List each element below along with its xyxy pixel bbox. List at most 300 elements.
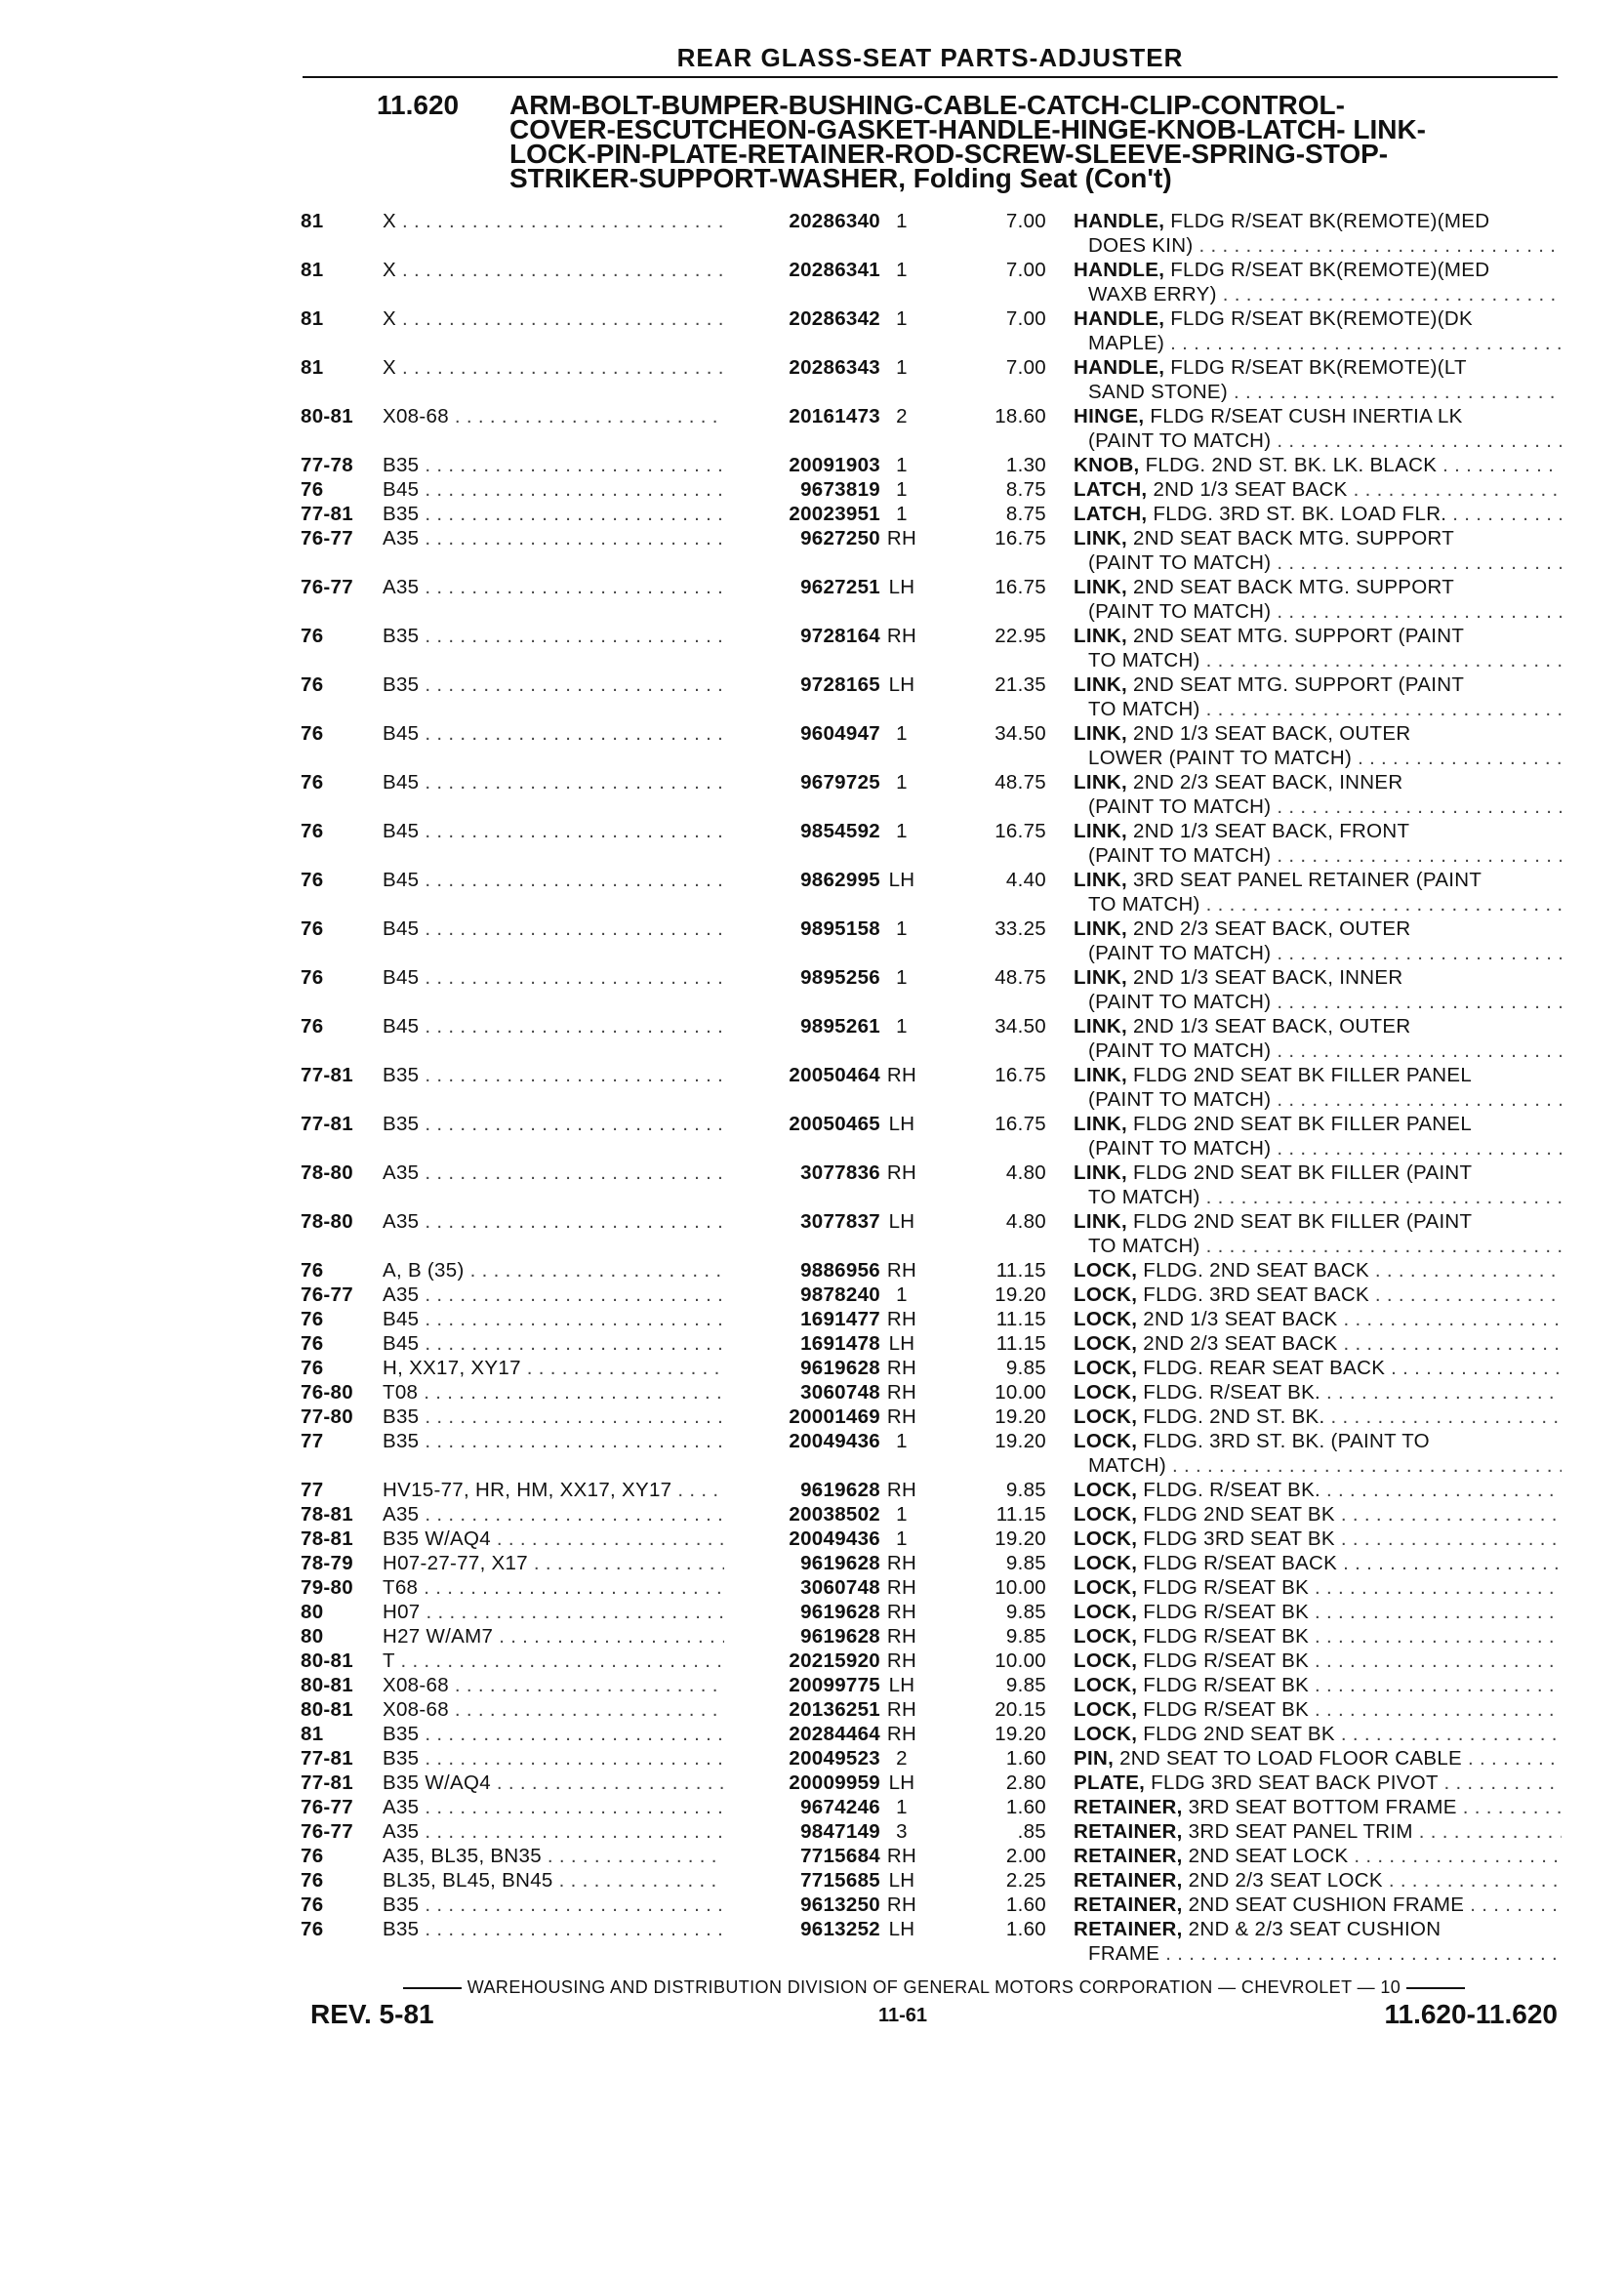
price: 9.85 <box>1005 1625 1046 1648</box>
price: 8.75 <box>1005 478 1046 501</box>
part-description <box>1074 1478 1562 1502</box>
year-range: 76 <box>301 966 324 989</box>
part-row <box>301 1551 1562 1575</box>
price: 21.35 <box>995 673 1046 696</box>
description-line <box>1074 1063 1562 1087</box>
part-row <box>301 1380 1562 1405</box>
model-code: T68 . . . <box>383 1575 724 1600</box>
quantity: RH <box>886 1308 917 1330</box>
part-keyword: LOCK, <box>1074 1381 1138 1404</box>
revision-label: REV. 5-81 <box>310 1999 434 2029</box>
quantity: RH <box>886 625 917 647</box>
year-range: 76 <box>301 1357 324 1379</box>
part-row <box>301 453 1562 477</box>
price: 11.15 <box>995 1259 1046 1282</box>
part-number: 20009959 <box>789 1771 880 1794</box>
description-line <box>1074 1746 1562 1771</box>
description-text: FLDG. R/SEAT BK. <box>1143 1479 1321 1501</box>
part-number: 20161473 <box>789 405 880 428</box>
description-line <box>1074 1575 1562 1600</box>
price: 9.85 <box>1005 1674 1046 1696</box>
description-line <box>1074 502 1562 526</box>
year-range: 76 <box>301 869 324 891</box>
description-text: FLDG 2ND SEAT BK <box>1143 1503 1335 1526</box>
part-row <box>301 1649 1562 1673</box>
part-keyword: LINK, <box>1074 820 1128 842</box>
quantity: 3 <box>896 1820 908 1843</box>
part-description <box>1074 1673 1562 1697</box>
part-keyword: LOCK, <box>1074 1576 1138 1599</box>
description-text: 2ND SEAT BACK MTG. SUPPORT <box>1133 527 1455 550</box>
parts-list <box>301 209 1562 1966</box>
year-range: 76 <box>301 1332 324 1355</box>
price: 2.00 <box>1005 1845 1046 1867</box>
part-keyword: LOCK, <box>1074 1332 1138 1355</box>
part-keyword: LINK, <box>1074 625 1128 647</box>
description-text: FLDG. 2ND ST. BK. LK. BLACK <box>1145 454 1438 476</box>
price: 1.60 <box>1005 1747 1046 1770</box>
part-number: 9674246 <box>800 1796 880 1818</box>
description-text: FLDG 2ND SEAT BK FILLER (PAINT <box>1133 1161 1473 1184</box>
part-description <box>1074 1527 1562 1551</box>
year-range: 81 <box>301 259 324 281</box>
description-text: FLDG 2ND SEAT BK <box>1143 1723 1335 1745</box>
price: 1.60 <box>1005 1796 1046 1818</box>
part-description <box>1074 1258 1562 1282</box>
part-description <box>1074 209 1562 258</box>
description-text: 3RD SEAT PANEL TRIM <box>1188 1820 1413 1843</box>
part-keyword: LOCK, <box>1074 1552 1138 1574</box>
part-description <box>1074 1795 1562 1819</box>
part-description <box>1074 1649 1562 1673</box>
quantity: LH <box>888 1918 915 1940</box>
model-code: B45 . . . <box>383 1014 724 1038</box>
part-row <box>301 1356 1562 1380</box>
description-text: FLDG 2ND SEAT BK FILLER PANEL <box>1133 1064 1473 1086</box>
description-text: 2ND 1/3 SEAT BACK <box>1143 1308 1338 1330</box>
quantity: RH <box>886 1161 917 1184</box>
year-range: 77-81 <box>301 1113 353 1135</box>
part-number: 9613252 <box>800 1918 880 1940</box>
description-text: 2ND SEAT MTG. SUPPORT (PAINT <box>1133 673 1465 696</box>
model-code: X08-68 . . . <box>383 404 724 428</box>
description-text: 2ND 1/3 SEAT BACK, OUTER <box>1133 1015 1411 1038</box>
year-range: 76-77 <box>301 1820 353 1843</box>
model-code: B35 . . . <box>383 453 724 477</box>
year-range: 79-80 <box>301 1576 353 1599</box>
footer-division-text: WAREHOUSING AND DISTRIBUTION DIVISION OF GENERAL MOTORS CORPORATION — CHEVROLET — 10 <box>467 1977 1401 1997</box>
year-range: 76-80 <box>301 1381 353 1404</box>
part-description <box>1074 1844 1562 1868</box>
model-code: A35 . . . <box>383 1795 724 1819</box>
price: 10.00 <box>995 1576 1046 1599</box>
part-row <box>301 1429 1562 1478</box>
model-code: A35 . . . <box>383 575 724 599</box>
footer-rule-left <box>403 1987 462 1989</box>
description-text: 2ND 1/3 SEAT BACK, INNER <box>1133 966 1403 989</box>
part-row <box>301 1307 1562 1331</box>
description-line <box>1074 1014 1562 1038</box>
part-number: 9886956 <box>800 1259 880 1282</box>
quantity: 1 <box>896 210 908 232</box>
part-row <box>301 1893 1562 1917</box>
part-row <box>301 965 1562 1014</box>
part-description <box>1074 1917 1562 1966</box>
price: 10.00 <box>995 1649 1046 1672</box>
description-line <box>1074 355 1562 380</box>
year-range: 81 <box>301 307 324 330</box>
part-description <box>1074 1502 1562 1527</box>
description-line <box>1074 453 1562 477</box>
price: .85 <box>1017 1820 1046 1843</box>
price: 33.25 <box>995 917 1046 940</box>
model-code: B45 . . . <box>383 819 724 843</box>
quantity: RH <box>886 1601 917 1623</box>
part-number: 20050464 <box>789 1064 880 1086</box>
part-keyword: RETAINER, <box>1074 1796 1183 1818</box>
quantity: RH <box>886 1649 917 1672</box>
part-number: 20050465 <box>789 1113 880 1135</box>
quantity: 1 <box>896 307 908 330</box>
price: 11.15 <box>995 1308 1046 1330</box>
price: 8.75 <box>1005 503 1046 525</box>
model-code: T . . . <box>383 1649 724 1673</box>
part-number: 20049523 <box>789 1747 880 1770</box>
price: 16.75 <box>995 576 1046 598</box>
description-continuation: (PAINT TO MATCH) . . . <box>1074 1136 1562 1160</box>
part-keyword: LINK, <box>1074 1161 1128 1184</box>
part-description <box>1074 1551 1562 1575</box>
page-header: REAR GLASS-SEAT PARTS-ADJUSTER <box>676 43 1184 72</box>
quantity: 1 <box>896 1796 908 1818</box>
part-number: 1691478 <box>800 1332 880 1355</box>
part-description <box>1074 1405 1562 1429</box>
part-row <box>301 1844 1562 1868</box>
description-line <box>1074 868 1562 892</box>
part-keyword: LINK, <box>1074 1113 1128 1135</box>
model-code: B45 . . . <box>383 868 724 892</box>
year-range: 76-77 <box>301 1796 353 1818</box>
part-description <box>1074 1868 1562 1893</box>
year-range: 76 <box>301 722 324 745</box>
year-range: 77 <box>301 1479 324 1501</box>
part-number: 9619628 <box>800 1479 880 1501</box>
model-code: B45 . . . <box>383 916 724 941</box>
part-description <box>1074 575 1562 624</box>
part-description <box>1074 1307 1562 1331</box>
year-range: 76 <box>301 673 324 696</box>
model-code: X08-68 . . . <box>383 1697 724 1722</box>
part-row <box>301 1722 1562 1746</box>
price: 7.00 <box>1005 259 1046 281</box>
part-row <box>301 1209 1562 1258</box>
quantity: 1 <box>896 1015 908 1038</box>
part-keyword: LOCK, <box>1074 1649 1138 1672</box>
model-code: B35 . . . <box>383 1917 724 1941</box>
part-number: 9854592 <box>800 820 880 842</box>
part-row <box>301 1331 1562 1356</box>
description-continuation: (PAINT TO MATCH) . . . <box>1074 428 1562 453</box>
quantity: LH <box>888 673 915 696</box>
part-row <box>301 721 1562 770</box>
part-row <box>301 306 1562 355</box>
description-line <box>1074 1697 1562 1722</box>
model-code: A35 . . . <box>383 1282 724 1307</box>
description-text: FLDG 2ND SEAT BK FILLER PANEL <box>1133 1113 1473 1135</box>
part-row <box>301 404 1562 453</box>
year-range: 77-78 <box>301 454 353 476</box>
description-text: 2ND SEAT MTG. SUPPORT (PAINT <box>1133 625 1465 647</box>
description-continuation: DOES KIN) . . . <box>1074 233 1562 258</box>
year-range: 77 <box>301 1430 324 1452</box>
model-code: X . . . <box>383 209 724 233</box>
part-keyword: LINK, <box>1074 966 1128 989</box>
quantity: 1 <box>896 1283 908 1306</box>
description-line <box>1074 1771 1562 1795</box>
year-range: 80-81 <box>301 405 353 428</box>
part-keyword: LINK, <box>1074 771 1128 794</box>
quantity: 1 <box>896 820 908 842</box>
part-number: 20049436 <box>789 1527 880 1550</box>
part-number: 9619628 <box>800 1601 880 1623</box>
model-code: B35 . . . <box>383 1722 724 1746</box>
price: 34.50 <box>995 722 1046 745</box>
description-continuation: (PAINT TO MATCH) . . . <box>1074 1038 1562 1063</box>
description-text: FLDG R/SEAT CUSH INERTIA LK <box>1150 405 1463 428</box>
part-number: 9604947 <box>800 722 880 745</box>
description-line <box>1074 1380 1562 1405</box>
price: 16.75 <box>995 527 1046 550</box>
description-line <box>1074 819 1562 843</box>
part-keyword: LOCK, <box>1074 1674 1138 1696</box>
part-keyword: HANDLE, <box>1074 356 1165 379</box>
quantity: LH <box>888 576 915 598</box>
part-number: 20215920 <box>789 1649 880 1672</box>
description-text: FLDG 3RD SEAT BACK PIVOT <box>1151 1771 1439 1794</box>
quantity: RH <box>886 1357 917 1379</box>
part-number: 9627251 <box>800 576 880 598</box>
description-continuation: TO MATCH) . . . <box>1074 648 1562 672</box>
price: 11.15 <box>995 1332 1046 1355</box>
model-code: B45 . . . <box>383 721 724 746</box>
model-code: B45 . . . <box>383 1331 724 1356</box>
description-line <box>1074 1209 1562 1234</box>
part-description <box>1074 624 1562 672</box>
quantity: RH <box>886 1698 917 1721</box>
quantity: RH <box>886 1723 917 1745</box>
part-description <box>1074 1209 1562 1258</box>
part-number: 20286341 <box>789 259 880 281</box>
part-description <box>1074 965 1562 1014</box>
description-text: FLDG R/SEAT BK <box>1143 1698 1310 1721</box>
year-range: 77-81 <box>301 503 353 525</box>
part-description <box>1074 916 1562 965</box>
description-continuation: WAXB ERRY) . . . <box>1074 282 1562 306</box>
part-description <box>1074 868 1562 916</box>
description-line <box>1074 1624 1562 1649</box>
year-range: 80-81 <box>301 1698 353 1721</box>
description-text: 2ND SEAT TO LOAD FLOOR CABLE <box>1119 1747 1463 1770</box>
description-line <box>1074 575 1562 599</box>
description-line <box>1074 1795 1562 1819</box>
part-number: 3060748 <box>800 1381 880 1404</box>
part-keyword: RETAINER, <box>1074 1820 1183 1843</box>
part-number: 9847149 <box>800 1820 880 1843</box>
quantity: LH <box>888 1210 915 1233</box>
model-code: B35 . . . <box>383 502 724 526</box>
part-number: 9895158 <box>800 917 880 940</box>
description-text: 3RD SEAT BOTTOM FRAME <box>1188 1796 1457 1818</box>
part-row <box>301 1063 1562 1112</box>
description-line <box>1074 1917 1562 1941</box>
description-text: 2ND 2/3 SEAT BACK <box>1143 1332 1338 1355</box>
year-range: 76 <box>301 1259 324 1282</box>
part-description <box>1074 306 1562 355</box>
part-keyword: LOCK, <box>1074 1405 1138 1428</box>
model-code: A35, BL35, BN35 . . . <box>383 1844 724 1868</box>
model-code: B35 W/AQ4 . . . <box>383 1771 724 1795</box>
quantity: RH <box>886 1845 917 1867</box>
part-keyword: LOCK, <box>1074 1625 1138 1648</box>
description-text: FLDG. 3RD ST. BK. (PAINT TO <box>1143 1430 1430 1452</box>
part-row <box>301 1014 1562 1063</box>
part-description <box>1074 1746 1562 1771</box>
description-text: FLDG 3RD SEAT BK <box>1143 1527 1335 1550</box>
model-code: B35 . . . <box>383 672 724 697</box>
part-keyword: LOCK, <box>1074 1527 1138 1550</box>
quantity: LH <box>888 1869 915 1892</box>
year-range: 76 <box>301 478 324 501</box>
quantity: RH <box>886 1479 917 1501</box>
part-keyword: HANDLE, <box>1074 259 1165 281</box>
price: 10.00 <box>995 1381 1046 1404</box>
part-keyword: LOCK, <box>1074 1259 1138 1282</box>
part-number: 9728165 <box>800 673 880 696</box>
description-continuation: (PAINT TO MATCH) . . . <box>1074 599 1562 624</box>
year-range: 80 <box>301 1601 324 1623</box>
part-keyword: RETAINER, <box>1074 1869 1183 1892</box>
model-code: X08-68 . . . <box>383 1673 724 1697</box>
part-description <box>1074 1429 1562 1478</box>
part-row <box>301 1258 1562 1282</box>
model-code: B35 . . . <box>383 1063 724 1087</box>
description-line <box>1074 1551 1562 1575</box>
part-keyword: LATCH, <box>1074 503 1148 525</box>
year-range: 78-79 <box>301 1552 353 1574</box>
section-number: 11.620 <box>377 90 460 120</box>
part-description <box>1074 502 1562 526</box>
year-range: 76 <box>301 1308 324 1330</box>
part-keyword: LOCK, <box>1074 1601 1138 1623</box>
part-number: 7715685 <box>800 1869 880 1892</box>
description-line <box>1074 1893 1562 1917</box>
description-text: FLDG. 2ND ST. BK. <box>1143 1405 1325 1428</box>
description-continuation: TO MATCH) . . . <box>1074 697 1562 721</box>
year-range: 78-81 <box>301 1527 353 1550</box>
model-code: B45 . . . <box>383 477 724 502</box>
price: 1.60 <box>1005 1918 1046 1940</box>
year-range: 78-80 <box>301 1210 353 1233</box>
description-continuation: MATCH) . . . <box>1074 1453 1562 1478</box>
part-keyword: LINK, <box>1074 1015 1128 1038</box>
price: 18.60 <box>995 405 1046 428</box>
part-keyword: LINK, <box>1074 869 1128 891</box>
part-row <box>301 1282 1562 1307</box>
part-row <box>301 258 1562 306</box>
description-text: 2ND 1/3 SEAT BACK, OUTER <box>1133 722 1411 745</box>
price: 48.75 <box>995 771 1046 794</box>
part-row <box>301 1795 1562 1819</box>
part-number: 20023951 <box>789 503 880 525</box>
part-description <box>1074 1819 1562 1844</box>
part-number: 9619628 <box>800 1552 880 1574</box>
part-keyword: LINK, <box>1074 1064 1128 1086</box>
description-continuation: (PAINT TO MATCH) . . . <box>1074 843 1562 868</box>
year-range: 81 <box>301 210 324 232</box>
description-continuation: (PAINT TO MATCH) . . . <box>1074 941 1562 965</box>
price: 22.95 <box>995 625 1046 647</box>
description-text: FLDG R/SEAT BK <box>1143 1576 1310 1599</box>
part-number: 20286343 <box>789 356 880 379</box>
part-description <box>1074 1282 1562 1307</box>
description-line <box>1074 1429 1562 1453</box>
description-continuation: (PAINT TO MATCH) . . . <box>1074 550 1562 575</box>
year-range: 77-81 <box>301 1771 353 1794</box>
year-range: 76-77 <box>301 1283 353 1306</box>
model-code: B35 . . . <box>383 1893 724 1917</box>
part-row <box>301 526 1562 575</box>
part-keyword: RETAINER, <box>1074 1893 1183 1916</box>
year-range: 76 <box>301 771 324 794</box>
part-description <box>1074 1771 1562 1795</box>
year-range: 76 <box>301 1015 324 1038</box>
description-text: FLDG. R/SEAT BK. <box>1143 1381 1321 1404</box>
description-line <box>1074 1307 1562 1331</box>
description-line <box>1074 1722 1562 1746</box>
year-range: 80-81 <box>301 1649 353 1672</box>
part-number: 20136251 <box>789 1698 880 1721</box>
part-keyword: HANDLE, <box>1074 307 1165 330</box>
part-row <box>301 1917 1562 1966</box>
section-title: ARM-BOLT-BUMPER-BUSHING-CABLE-CATCH-CLIP-CONTROL- COVER-ESCUTCHEON-GASKET-HANDLE-HINGE-KNOB-LATCH- LINK- LOCK-PIN-PLATE-RETAINER-ROD-SCREW-SLEEVE-SPRING-STOP- STRIKER-SUPPORT-WASHER, Folding Seat (Con't) <box>509 90 1426 193</box>
price: 1.60 <box>1005 1893 1046 1916</box>
description-text: FLDG. REAR SEAT BACK <box>1143 1357 1386 1379</box>
description-line <box>1074 209 1562 233</box>
year-range: 78-80 <box>301 1161 353 1184</box>
description-continuation: (PAINT TO MATCH) . . . <box>1074 1087 1562 1112</box>
description-text: FLDG R/SEAT BK(REMOTE)(LT <box>1170 356 1467 379</box>
price: 19.20 <box>995 1283 1046 1306</box>
description-text: 2ND 2/3 SEAT LOCK <box>1188 1869 1383 1892</box>
price: 9.85 <box>1005 1552 1046 1574</box>
model-code: T08 . . . <box>383 1380 724 1405</box>
part-row <box>301 209 1562 258</box>
description-line <box>1074 1649 1562 1673</box>
price: 2.25 <box>1005 1869 1046 1892</box>
part-description <box>1074 1112 1562 1160</box>
quantity: 1 <box>896 503 908 525</box>
description-continuation: (PAINT TO MATCH) . . . <box>1074 794 1562 819</box>
description-line <box>1074 672 1562 697</box>
part-row <box>301 502 1562 526</box>
part-keyword: LOCK, <box>1074 1698 1138 1721</box>
quantity: 1 <box>896 722 908 745</box>
footer-rule-right <box>1406 1987 1465 1989</box>
part-keyword: LINK, <box>1074 722 1128 745</box>
model-code: X . . . <box>383 355 724 380</box>
quantity: RH <box>886 1405 917 1428</box>
price: 4.80 <box>1005 1161 1046 1184</box>
